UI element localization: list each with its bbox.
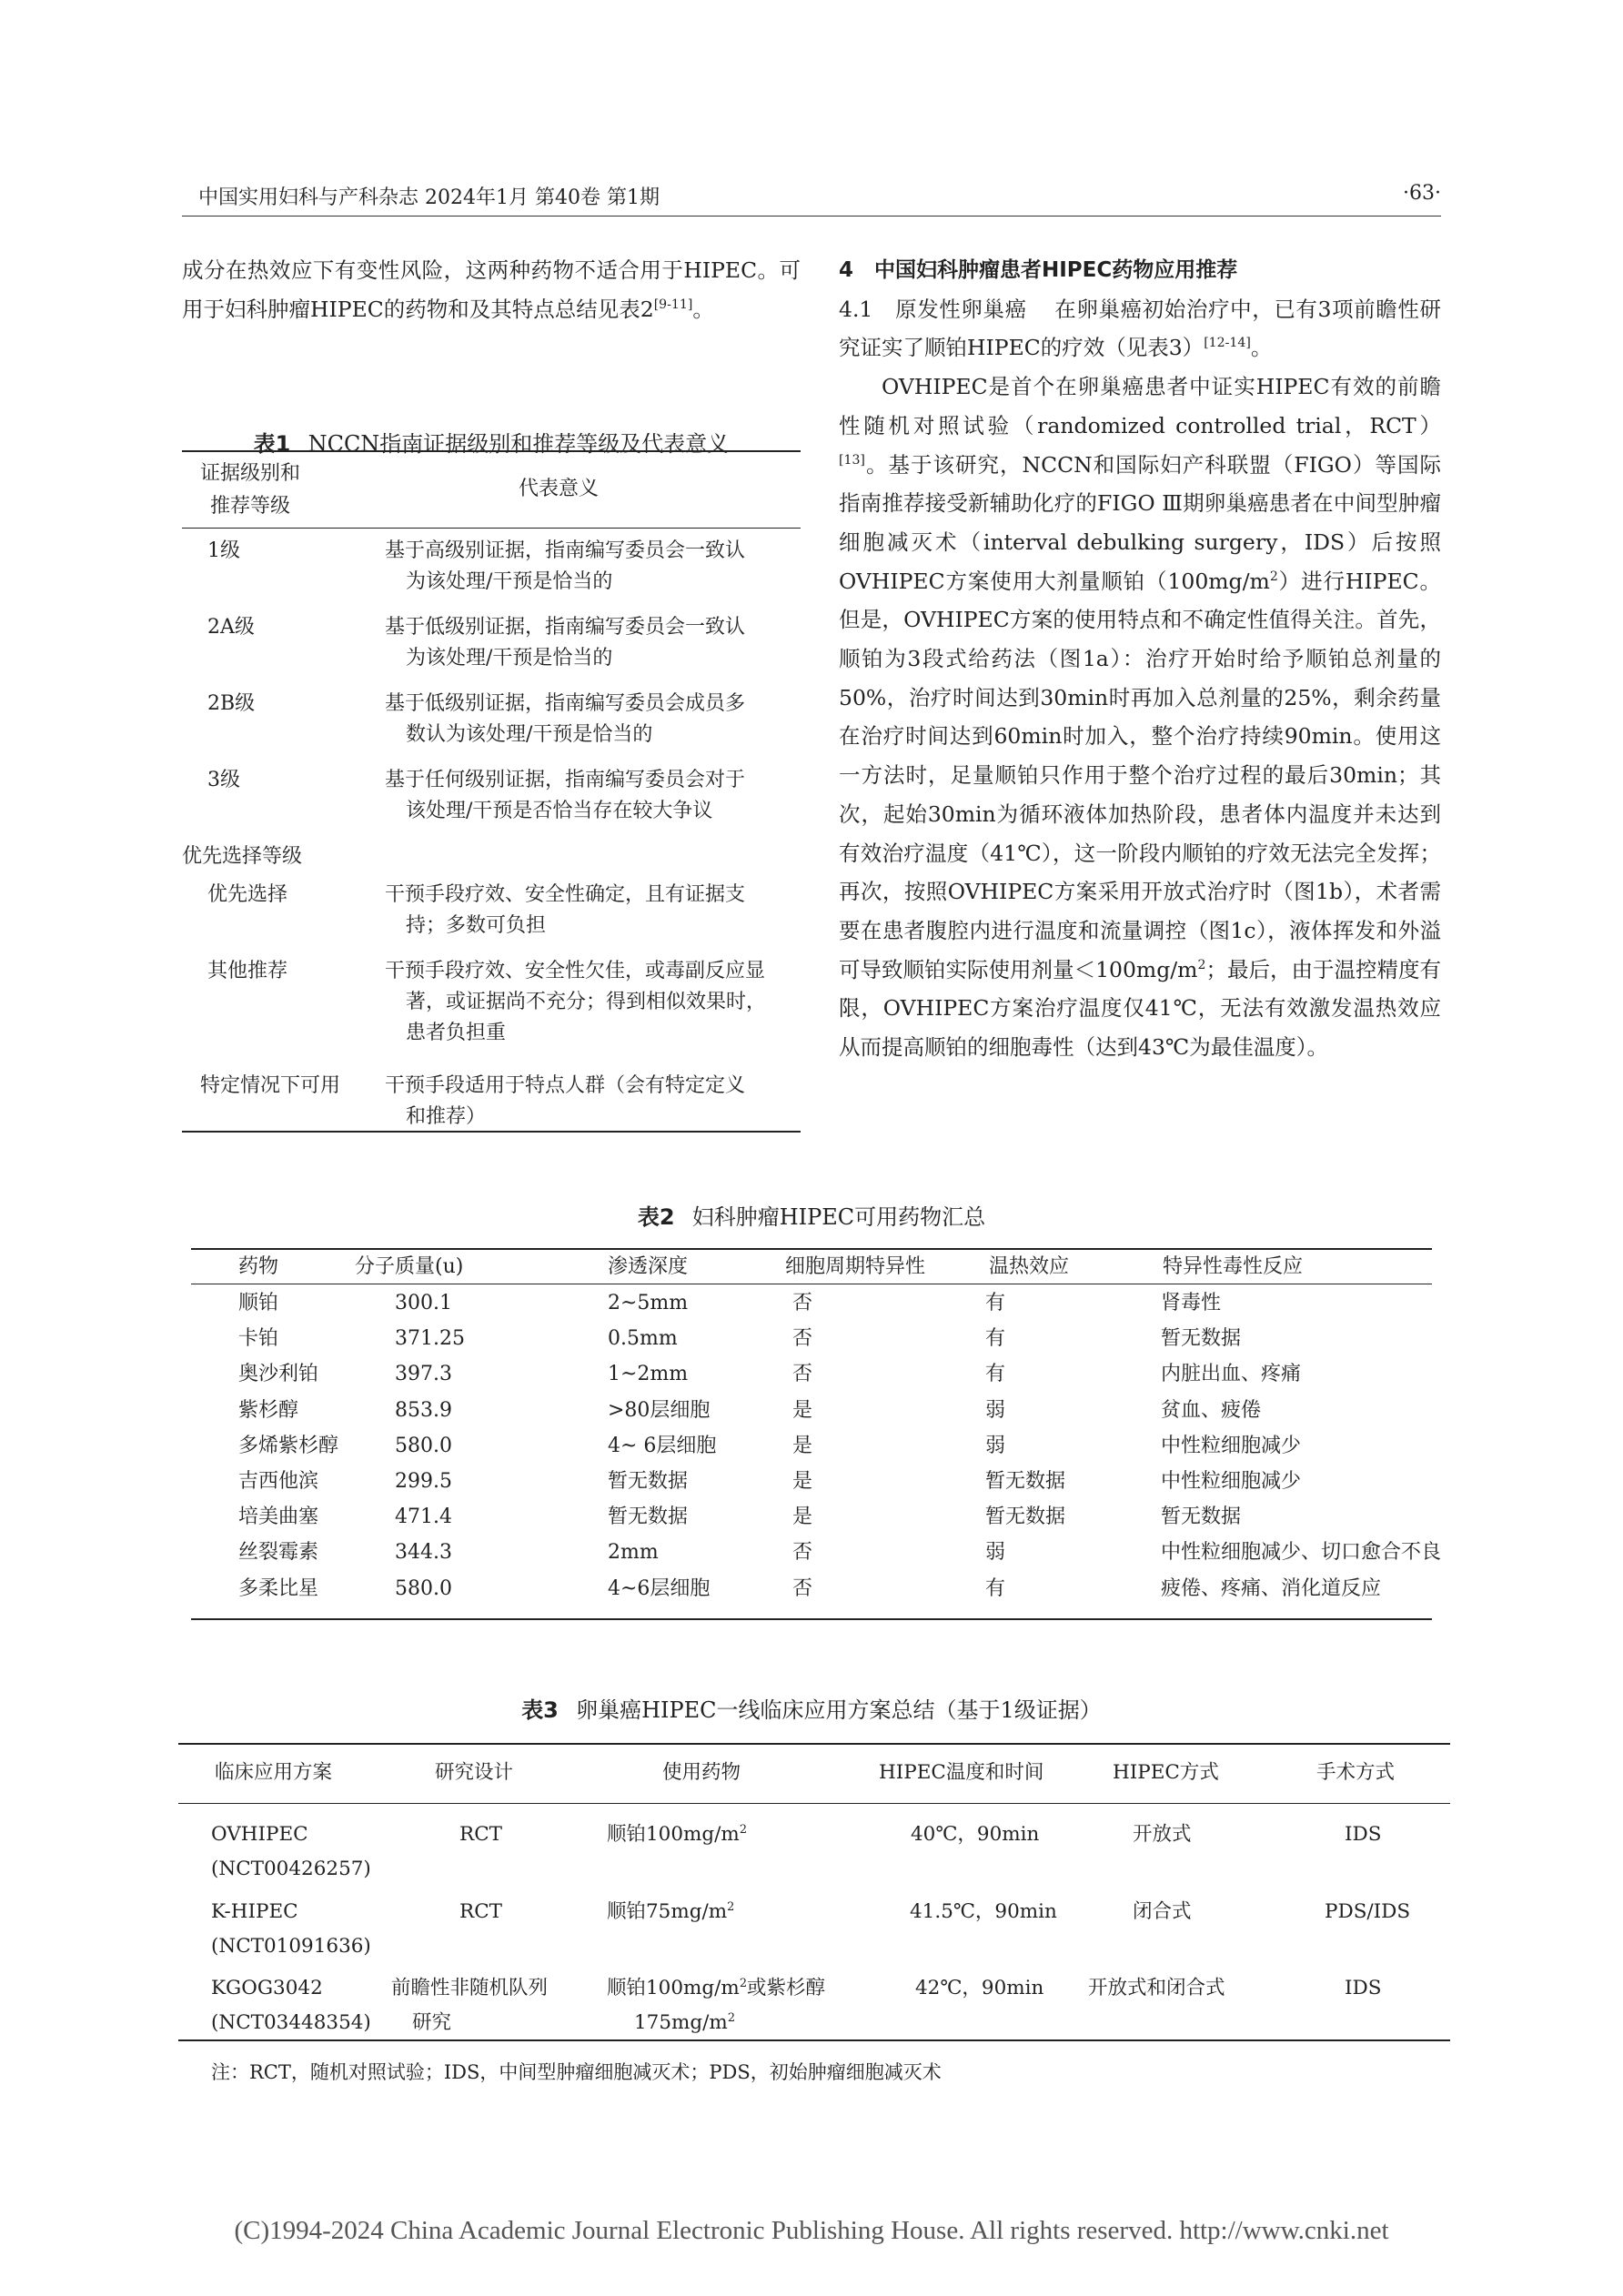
table3-cell: RCT (459, 1900, 502, 1923)
paragraph: OVHIPEC是首个在卵巢癌患者中证实HIPEC有效的前瞻性随机对照试验（randomized controlled trial，RCT）[13]。基于该研究，NCCN和国际妇产科联盟（FIGO）等国际指南推荐接受新辅助化疗的FIGO Ⅲ期卵巢癌患者在中间型肿瘤细胞减灭术（interval debulking surgery，IDS）后按照OVHIPEC方案使用大剂量顺铂$(100mg/m^2)$进行HIPEC。但是，OVHIPEC方案的使用特点和不确定性值得关注。首先，顺铂为3段式给药法（图1a）：治疗开始时给予顺铂总剂量的50%，治疗时间达到30min时再加入总剂量的25%，剩余药量在治疗时间达到60min时加入，整个治疗持续90min。使用这一方法时，足量顺铂只作用于整个治疗过程的最后30min；其次，起始30min为循环液体加热阶段，患者体内温度并未达到有效治疗温度（41℃），这一阶段内顺铂的疗效无法完全发挥；再次，按照OVHIPEC方案采用开放式治疗时（图1b），术者需要在患者腹腔内进行温度和流量调控（图1c），液体挥发和外溢可导致顺铂实际使用剂量$<100mg/m^2$；最后，由于温控精度有限，OVHIPEC方案治疗温度仅41℃，无法有效激发温热效应从而提高顺铂的细胞毒性（达到43℃为最佳温度）。 (839, 374, 1442, 1061)
table2-cell: 2~5mm (608, 1292, 689, 1314)
table3-cell: $175mg/m^2$ (634, 2010, 736, 2034)
subsection-paragraph: 4.1 原发性卵巢癌 在卵巢癌初始治疗中，已有3项前瞻性研究证实了顺铂HIPEC的疗效（见表3）[12-14]。 (839, 296, 1442, 361)
table-row: 1级 基于高级别证据，指南编写委员会一致认 为该处理/干预是恰当的 (207, 539, 746, 593)
table2-cell: 580.0 (395, 1576, 452, 1600)
table2-cell: 否 (791, 1363, 812, 1386)
table2-cell: 471.4 (395, 1505, 452, 1529)
table3-header-cell: HIPEC温度和时间 (879, 1761, 1044, 1784)
table2-cell: 中性粒细胞减少、切口愈合不良 (1161, 1541, 1442, 1565)
copyright-footer: (C)1994-2024 China Academic Journal Electronic Publishing House. All rights reserved. http://www.cnki.net (234, 2216, 1389, 2245)
table3-cell: 开放式 (1133, 1823, 1192, 1846)
table3-cell: 研究 (412, 2011, 452, 2034)
table3-cell: KGOG3042 (211, 1977, 323, 1999)
table3-header-cell: HIPEC方式 (1113, 1761, 1219, 1784)
table3-header-cell: 研究设计 (435, 1761, 514, 1784)
priority-header: 优先选择等级 (182, 845, 303, 868)
table3-cell: 42℃，90min (915, 1977, 1044, 1999)
table3-cell: 前瞻性非随机队列 (391, 1977, 549, 1999)
table-row: 其他推荐 干预手段疗效、安全性欠佳，或毒副反应显 著，或证据尚不充分；得到相似效果时， 患者负担重 (207, 960, 767, 1044)
table2-caption: 表2 妇科肿瘤HIPEC可用药物汇总 (637, 1204, 986, 1230)
table2-cell: 4~6层细胞 (608, 1576, 711, 1600)
table2-cell: 丝裂霉素 (238, 1541, 319, 1565)
table2-cell: 暂无数据 (985, 1470, 1066, 1493)
table2-cell: 397.3 (395, 1363, 452, 1386)
table3-header-cell: 手术方式 (1316, 1761, 1396, 1784)
table2-cell: 344.3 (395, 1541, 452, 1565)
table-row: 特定情况下可用 干预手段适用于特点人群（会有特定定义 和推荐） (200, 1074, 746, 1128)
table1-header: 证据级别和 推荐等级 代表意义 (182, 450, 801, 529)
table2-cell: 多柔比星 (238, 1576, 319, 1600)
table2-cell: 中性粒细胞减少 (1161, 1434, 1302, 1457)
table2-header-cell: 特异性毒性反应 (1163, 1255, 1304, 1278)
table3-header-cell: 临床应用方案 (215, 1761, 333, 1784)
table2-cell: 暂无数据 (1161, 1505, 1242, 1529)
table-row: 2B级 基于低级别证据，指南编写委员会成员多 数认为该处理/干预是恰当的 (207, 692, 746, 746)
table2-cell: 有 (985, 1576, 1006, 1600)
table2-cell: 4~ 6层细胞 (608, 1434, 717, 1457)
table3-header-rule (178, 1803, 1450, 1804)
table-row: 优先选择 干预手段疗效、安全性确定，且有证据支 持；多数可负担 (207, 883, 746, 937)
table2-cell: 中性粒细胞减少 (1161, 1470, 1302, 1493)
table3-note: 注：RCT，随机对照试验；IDS，中间型肿瘤细胞减灭术；PDS，初始肿瘤细胞减灭术 (211, 2061, 942, 2083)
table3-header-cell: 使用药物 (662, 1761, 741, 1784)
table2-header-cell: 细胞周期特异性 (785, 1255, 926, 1278)
paragraph: 成分在热效应下有变性风险，这两种药物不适合用于HIPEC。可用于妇科肿瘤HIPEC的药物和及其特点总结见表2[9-11]。 (182, 257, 801, 322)
table3-cell: 顺铂$75mg/m^2$ (607, 1899, 735, 1923)
table2-cell: 顺铂 (238, 1292, 279, 1314)
table2-cell: 暂无数据 (608, 1505, 689, 1529)
table3-cell: OVHIPEC (211, 1823, 308, 1846)
table3-cell: 顺铂$100mg/m^2$或紫杉醇 (607, 1976, 826, 1999)
table3-cell: K-HIPEC (211, 1900, 298, 1923)
table2-cell: 紫杉醇 (238, 1398, 299, 1422)
table-row: 2A级 基于低级别证据，指南编写委员会一致认 为该处理/干预是恰当的 (207, 616, 746, 670)
table3-cell: RCT (459, 1823, 502, 1846)
left-column (182, 251, 801, 328)
header-rule (182, 216, 1441, 217)
table1 (182, 450, 801, 1140)
table2-cell: 内脏出血、疼痛 (1161, 1363, 1302, 1386)
table2-header-cell: 药物 (238, 1255, 279, 1278)
table-row: 3级 基于任何级别证据，指南编写委员会对于 该处理/干预是否恰当存在较大争议 (207, 769, 746, 822)
table2-cell: 有 (985, 1327, 1006, 1351)
table2-cell: 卡铂 (238, 1327, 279, 1351)
table3-cell: 闭合式 (1133, 1900, 1192, 1923)
table2-header-cell: 分子质量(u) (355, 1255, 464, 1278)
table2-cell: 多烯紫杉醇 (238, 1434, 339, 1457)
table2-cell: 奥沙利铂 (238, 1363, 319, 1386)
table2-cell: 853.9 (395, 1398, 452, 1422)
table3-cell: (NCT00426257) (211, 1858, 371, 1880)
table3-cell: (NCT03448354) (211, 2011, 371, 2034)
table2-cell: 否 (791, 1576, 812, 1600)
table3-cell: (NCT01091636) (211, 1935, 371, 1958)
table2-cell: 580.0 (395, 1434, 452, 1457)
table3-caption: 表3 卵巢癌HIPEC一线临床应用方案总结（基于1级证据） (521, 1697, 1102, 1723)
table2-cell: 371.25 (395, 1327, 465, 1351)
table2-cell: 弱 (985, 1434, 1006, 1457)
subsection-label: 4.1 原发性卵巢癌 (839, 296, 1027, 322)
table3-cell: IDS (1345, 1823, 1382, 1846)
table3-cell: 顺铂$100mg/m^2$ (607, 1822, 748, 1846)
right-column (839, 251, 1441, 1067)
table2-cell: 1~2mm (608, 1363, 689, 1386)
table2-cell: >80层细胞 (608, 1398, 711, 1422)
table2-cell: 是 (791, 1505, 812, 1529)
table-row (182, 841, 801, 880)
table3-cell: 开放式和闭合式 (1088, 1977, 1225, 1999)
section-heading: 4 中国妇科肿瘤患者HIPEC药物应用推荐 (839, 258, 1238, 282)
table2-bottom-rule (191, 1618, 1432, 1620)
table2-cell: 否 (791, 1327, 812, 1351)
table3-top-rule (178, 1743, 1450, 1745)
table2-cell: 2mm (608, 1541, 659, 1565)
table2-cell: 吉西他滨 (238, 1470, 319, 1493)
table3-cell: IDS (1345, 1977, 1382, 1999)
table2-cell: 贫血、疲倦 (1161, 1398, 1262, 1422)
table2-cell: 0.5mm (608, 1327, 678, 1351)
table2-cell: 暂无数据 (985, 1505, 1066, 1529)
table2-cell: 弱 (985, 1398, 1006, 1422)
table2-cell: 是 (791, 1470, 812, 1493)
table2-cell: 是 (791, 1398, 812, 1422)
table2-header-cell: 温热效应 (989, 1255, 1070, 1278)
table1-caption: 表1 NCCN指南证据级别和推荐等级及代表意义 (253, 431, 730, 457)
table2-header-cell: 渗透深度 (608, 1255, 689, 1278)
table2-cell: 是 (791, 1434, 812, 1457)
table2-cell: 300.1 (395, 1292, 452, 1314)
table3-cell: 40℃，90min (911, 1823, 1040, 1846)
table2-cell: 培美曲塞 (238, 1505, 319, 1529)
table2-cell: 299.5 (395, 1470, 452, 1493)
table2-cell: 有 (985, 1363, 1006, 1386)
table2-cell: 肾毒性 (1161, 1292, 1222, 1314)
table2-cell: 有 (985, 1292, 1006, 1314)
table3-cell: PDS/IDS (1325, 1900, 1411, 1923)
table1-bottom-rule (182, 1131, 801, 1133)
table3-cell: 41.5℃，90min (910, 1900, 1057, 1923)
journal-header: 中国实用妇科与产科杂志 2024年1月 第40卷 第1期 (198, 186, 660, 209)
table2-cell: 暂无数据 (1161, 1327, 1242, 1351)
page-number: ·63· (1403, 182, 1441, 205)
table2-cell: 暂无数据 (608, 1470, 689, 1493)
table2-cell: 疲倦、疼痛、消化道反应 (1161, 1576, 1382, 1600)
table2-cell: 弱 (985, 1541, 1006, 1565)
table2-cell: 否 (791, 1541, 812, 1565)
table2-cell: 否 (791, 1292, 812, 1314)
